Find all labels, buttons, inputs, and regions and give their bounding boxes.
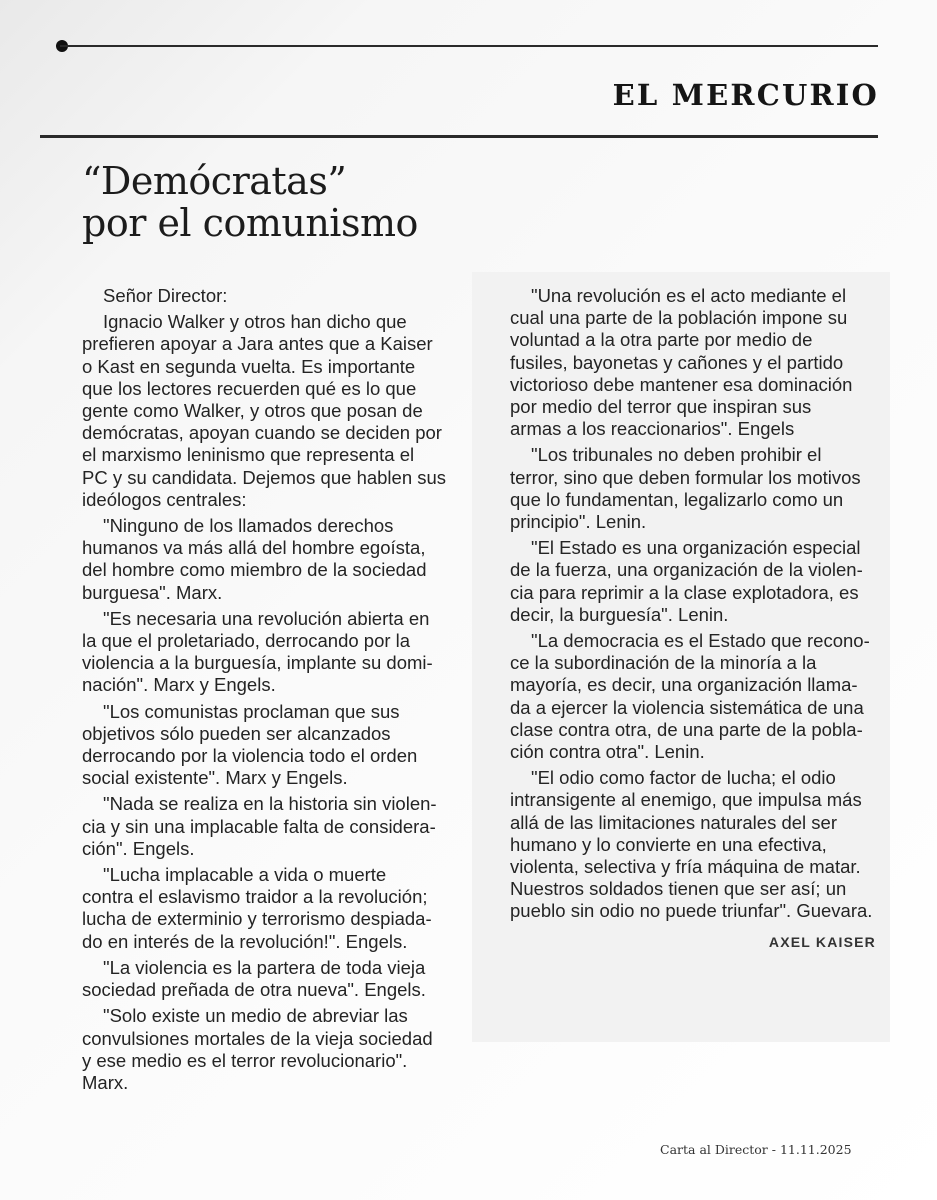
text-line: "La democracia es el Estado que recono- xyxy=(531,630,870,652)
text-line: armas a los reaccionarios". Engels xyxy=(510,418,795,440)
text-line: de la fuerza, una organización de la violen- xyxy=(510,559,863,581)
text-line: humanos va más allá del hombre egoísta, xyxy=(82,537,426,559)
text-line: "Los comunistas proclaman que sus xyxy=(103,700,400,722)
text-line: PC y su candidata. Dejemos que hablen sus xyxy=(82,466,447,488)
text-line: Nuestros soldados tienen que ser así; un xyxy=(510,878,847,900)
paragraph xyxy=(82,285,452,307)
text-line: "El Estado es una organización especial xyxy=(531,537,861,559)
text-line: principio". Lenin. xyxy=(510,511,647,533)
text-line: y ese medio es el terror revolucionario". xyxy=(82,1049,408,1071)
text-line: clase contra otra, de una parte de la pobla- xyxy=(510,718,863,740)
text-line: objetivos sólo pueden ser alcanzados xyxy=(82,722,391,744)
headline-line-2: por el comunismo xyxy=(82,201,418,245)
text-line: contra el eslavismo traidor a la revolución; xyxy=(82,886,428,908)
text-line: cual una parte de la población impone su xyxy=(510,307,848,329)
text-line: "Los tribunales no deben prohibir el xyxy=(531,444,822,466)
text-line: o Kast en segunda vuelta. Es importante xyxy=(82,355,416,377)
text-line: demócratas, apoyan cuando se deciden por xyxy=(82,422,442,444)
text-line: que los lectores recuerden qué es lo que xyxy=(82,377,417,399)
text-line: ce la subordinación de la minoría a la xyxy=(510,652,817,674)
text-line: "Ninguno de los llamados derechos xyxy=(103,515,394,537)
text-line: "Nada se realiza en la historia sin violen- xyxy=(103,793,437,815)
text-line: voluntad a la otra parte por medio de xyxy=(510,329,813,351)
text-line: da a ejercer la violencia sistemática de una xyxy=(510,696,864,718)
text-line: allá de las limitaciones naturales del ser xyxy=(510,811,838,833)
author-signature: AXEL KAISER xyxy=(768,933,876,950)
masthead: EL MERCURIO xyxy=(612,78,879,112)
text-line: "El odio como factor de lucha; el odio xyxy=(531,767,836,789)
text-line: cia para reprimir a la clase explotadora, es xyxy=(510,581,859,603)
text-line: decir, la burguesía". Lenin. xyxy=(510,603,729,625)
text-line: ción". Engels. xyxy=(82,837,195,859)
paragraph xyxy=(510,630,882,763)
text-line: violenta, selectiva y fría máquina de matar. xyxy=(510,856,861,878)
paragraph xyxy=(82,608,452,697)
text-line: del hombre como miembro de la sociedad xyxy=(82,559,427,581)
text-line: "Lucha implacable a vida o muerte xyxy=(103,864,387,886)
text-line: victorioso debe mantener esa dominación xyxy=(510,373,853,395)
text-line: "Solo existe un medio de abreviar las xyxy=(103,1005,408,1027)
text-line: violencia a la burguesía, implante su domi- xyxy=(82,652,433,674)
paragraph xyxy=(82,793,452,860)
text-line: nación". Marx y Engels. xyxy=(82,674,276,696)
text-line: prefieren apoyar a Jara antes que a Kaiser xyxy=(82,333,433,355)
text-line: que lo fundamentan, legalizarlo como un xyxy=(510,488,844,510)
text-line: humano y lo convierte en una efectiva, xyxy=(510,833,827,855)
text-line: social existente". Marx y Engels. xyxy=(82,767,348,789)
headline xyxy=(82,160,418,244)
text-line: do en interés de la revolución!". Engels. xyxy=(82,930,408,952)
paragraph xyxy=(510,537,882,626)
paragraph xyxy=(82,1005,452,1094)
text-line: terror, sino que deben formular los motivos xyxy=(510,466,861,488)
paragraph xyxy=(82,701,452,790)
paragraph xyxy=(510,444,882,533)
headline-line-1: “Demócratas” xyxy=(82,159,347,203)
text-line: intransigente al enemigo, que impulsa más xyxy=(510,789,862,811)
text-line: el marxismo leninismo que representa el xyxy=(82,444,415,466)
text-line: derrocando por la violencia todo el orden xyxy=(82,745,418,767)
paragraph xyxy=(82,515,452,604)
paragraph xyxy=(82,957,452,1001)
footer-caption: Carta al Director - 11.11.2025 xyxy=(660,1142,852,1157)
left-column xyxy=(82,285,452,1098)
text-line: fusiles, bayonetas y cañones y el partido xyxy=(510,351,844,373)
text-line: burguesa". Marx. xyxy=(82,581,223,603)
text-line: Señor Director: xyxy=(103,285,228,306)
text-line: "Es necesaria una revolución abierta en xyxy=(103,607,430,629)
text-line: convulsiones mortales de la vieja sociedad xyxy=(82,1027,433,1049)
paragraph xyxy=(82,864,452,953)
header-rule xyxy=(40,135,878,138)
paragraph xyxy=(510,285,882,440)
paragraph xyxy=(510,767,882,922)
text-line: por medio del terror que inspiran sus xyxy=(510,396,812,418)
text-line: Ignacio Walker y otros han dicho que xyxy=(103,311,407,333)
text-line: cia y sin una implacable falta de considera- xyxy=(82,815,436,837)
text-line: la que el proletariado, derrocando por la xyxy=(82,630,411,652)
text-line: ción contra otra". Lenin. xyxy=(510,741,705,763)
text-line: "Una revolución es el acto mediante el xyxy=(531,285,847,306)
text-line: mayoría, es decir, una organización llama- xyxy=(510,674,858,696)
text-line: Marx. xyxy=(82,1071,129,1093)
text-line: gente como Walker, y otros que posan de xyxy=(82,400,423,422)
text-line: ideólogos centrales: xyxy=(82,488,247,510)
right-column xyxy=(510,285,882,953)
text-line: "La violencia es la partera de toda vieja xyxy=(103,956,426,978)
text-line: pueblo sin odio no puede triunfar". Guevara. xyxy=(510,900,873,922)
text-line: lucha de exterminio y terrorismo despiada- xyxy=(82,908,432,930)
paragraph xyxy=(82,311,452,511)
top-rule xyxy=(60,45,878,47)
text-line: sociedad preñada de otra nueva". Engels. xyxy=(82,979,426,1001)
